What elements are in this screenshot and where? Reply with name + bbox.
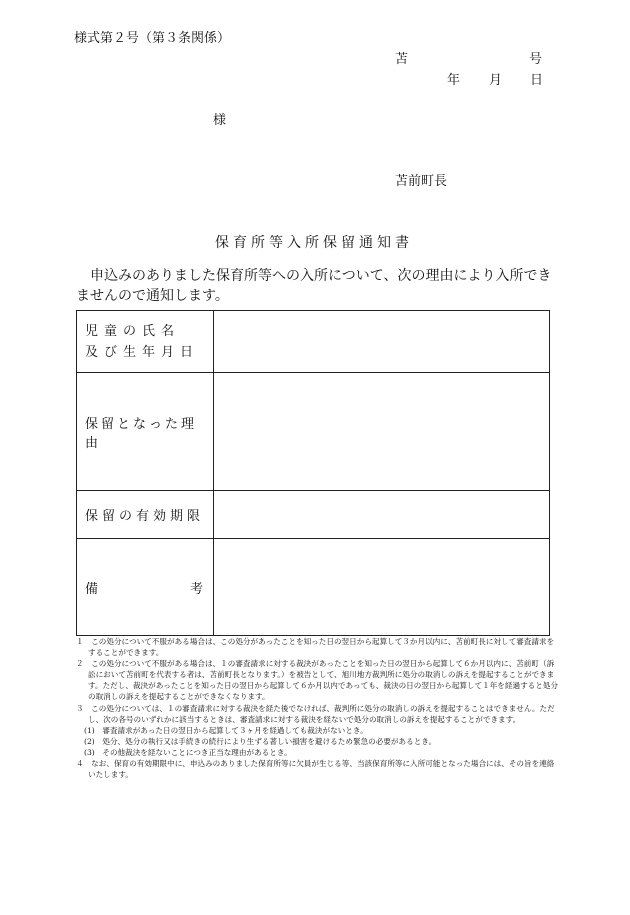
validity-period-label: 保留の有効期限 — [85, 509, 205, 524]
validity-period-value-cell — [214, 491, 550, 539]
remarks-label-right: 考 — [189, 581, 203, 597]
document-title: 保育所等入所保留通知書 — [215, 235, 413, 251]
note-item: ３ この処分については、１の審査請求に対する裁決を経た後でなければ、裁判所に処分の取消しの訴えを提起することはできません。ただし、次の各号のいずれかに該当するときは、審査請求に対する裁決を経ないで処分の取消しの訴えを提起することができます。 — [76, 703, 555, 724]
sub-note-item: (1) 審査請求があった日の翌日から起算して３ヶ月を経過しても裁決がないとき。 — [84, 725, 368, 735]
child-name-label-cell — [77, 311, 214, 373]
date-month-label: 月 — [489, 73, 503, 88]
table-row — [77, 539, 550, 636]
table-row — [77, 373, 550, 491]
note-item: ２ この処分について不服がある場合は、１の審査請求に対する裁決があったことを知った日の翌日から起算して６か月以内に、苫前町（訴訟において苫前町を代表する者は、苫前町長となります。）を被告として、旭川地方裁判所に処分の取消しの訴えを提起することができます。ただし、裁決があったことを知った日の翌日から起算して６か月以内であっても、裁決の日の翌日から起算して１年を経過すると処分の取消しの訴えを提起することができなくなります。 — [76, 659, 559, 702]
remarks-label-left: 備 — [85, 581, 99, 597]
reason-label: 保留となった理由 — [85, 416, 198, 451]
child-name-value-cell — [214, 311, 550, 373]
table-row — [77, 311, 550, 373]
addressee-honorific: 様 — [213, 113, 227, 128]
intro-paragraph: 申込みのありました保育所等への入所について、次の理由により入所できませんので通知します。 — [76, 268, 552, 304]
date-day-label: 日 — [530, 73, 544, 88]
document-number-prefix: 苫 — [395, 52, 409, 67]
remarks-label-cell — [77, 539, 214, 636]
form-code: 様式第２号（第３条関係） — [74, 31, 231, 46]
sub-note-item: (3) その他裁決を経ないことにつき正当な理由があるとき。 — [84, 747, 292, 757]
sender-name: 苫前町長 — [395, 174, 448, 189]
child-name-label-line1: 児童の氏名 — [85, 323, 181, 339]
notice-table — [76, 310, 550, 636]
remarks-value-cell — [214, 539, 550, 636]
reason-label-cell — [77, 373, 214, 491]
table-row — [77, 491, 550, 539]
date-year-label: 年 — [447, 73, 461, 88]
notes-section — [76, 636, 560, 780]
child-name-label-line2: 及び生年月日 — [85, 344, 200, 360]
note-item: １ この処分について不服がある場合は、この処分があったことを知った日の翌日から起算して３か月以内に、苫前町長に対して審査請求をすることができます。 — [76, 637, 555, 658]
note-item: ４ なお、保育の有効期限中に、申込みのありました保育所等に欠員が生じる等、当該保育所等に入所可能となった場合には、その旨を連絡いたします。 — [76, 759, 555, 780]
validity-period-label-cell — [77, 491, 214, 539]
sub-note-item: (2) 処分、処分の執行又は手続きの続行により生ずる著しい損害を避けるため緊急の必要があるとき。 — [84, 736, 437, 746]
reason-value-cell — [214, 373, 550, 491]
document-number-suffix: 号 — [529, 52, 543, 67]
